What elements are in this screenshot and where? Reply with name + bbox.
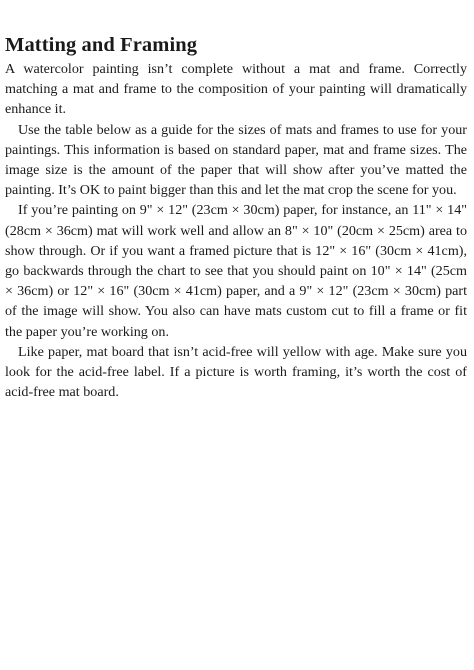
paragraph-acid-free: Like paper, mat board that isn’t acid-free will yellow with age. Make sure you look for the acid-free label. If a picture is worth framing, it’s worth the cost of acid-free mat board. bbox=[5, 343, 467, 401]
document-page bbox=[5, 33, 467, 402]
paragraph-table-guide: Use the table below as a guide for the sizes of mats and frames to use for your paintings. This information is based on standard paper, mat and frame sizes. The image size is the amount of the paper that will show after you’ve matted the painting. It’s OK to paint bigger than this and let the mat crop the scene for you. bbox=[5, 121, 467, 199]
paragraph-intro: A watercolor painting isn’t complete without a mat and frame. Correctly matching a mat and frame to the composition of your painting will dramatically enhance it. bbox=[5, 61, 467, 118]
section-title: Matting and Framing bbox=[5, 34, 198, 56]
paragraph-size-example: If you’re painting on 9" × 12" (23cm × 30cm) paper, for instance, an 11" × 14" (28cm × 36cm) mat will work well and allow an 8" × 10" (20cm × 25cm) area to show through. Or if you want a framed picture that is 12" × 16" (30cm × 41cm), go backwards through the chart to see that you should paint on 10" × 14" (25cm × 36cm) or 12" × 16" (30cm × 41cm) paper, and a 9" × 12" (23cm × 30cm) part of the image will show. You also can have mats custom cut to fill a frame or fit the paper you’re working on. bbox=[5, 202, 467, 340]
